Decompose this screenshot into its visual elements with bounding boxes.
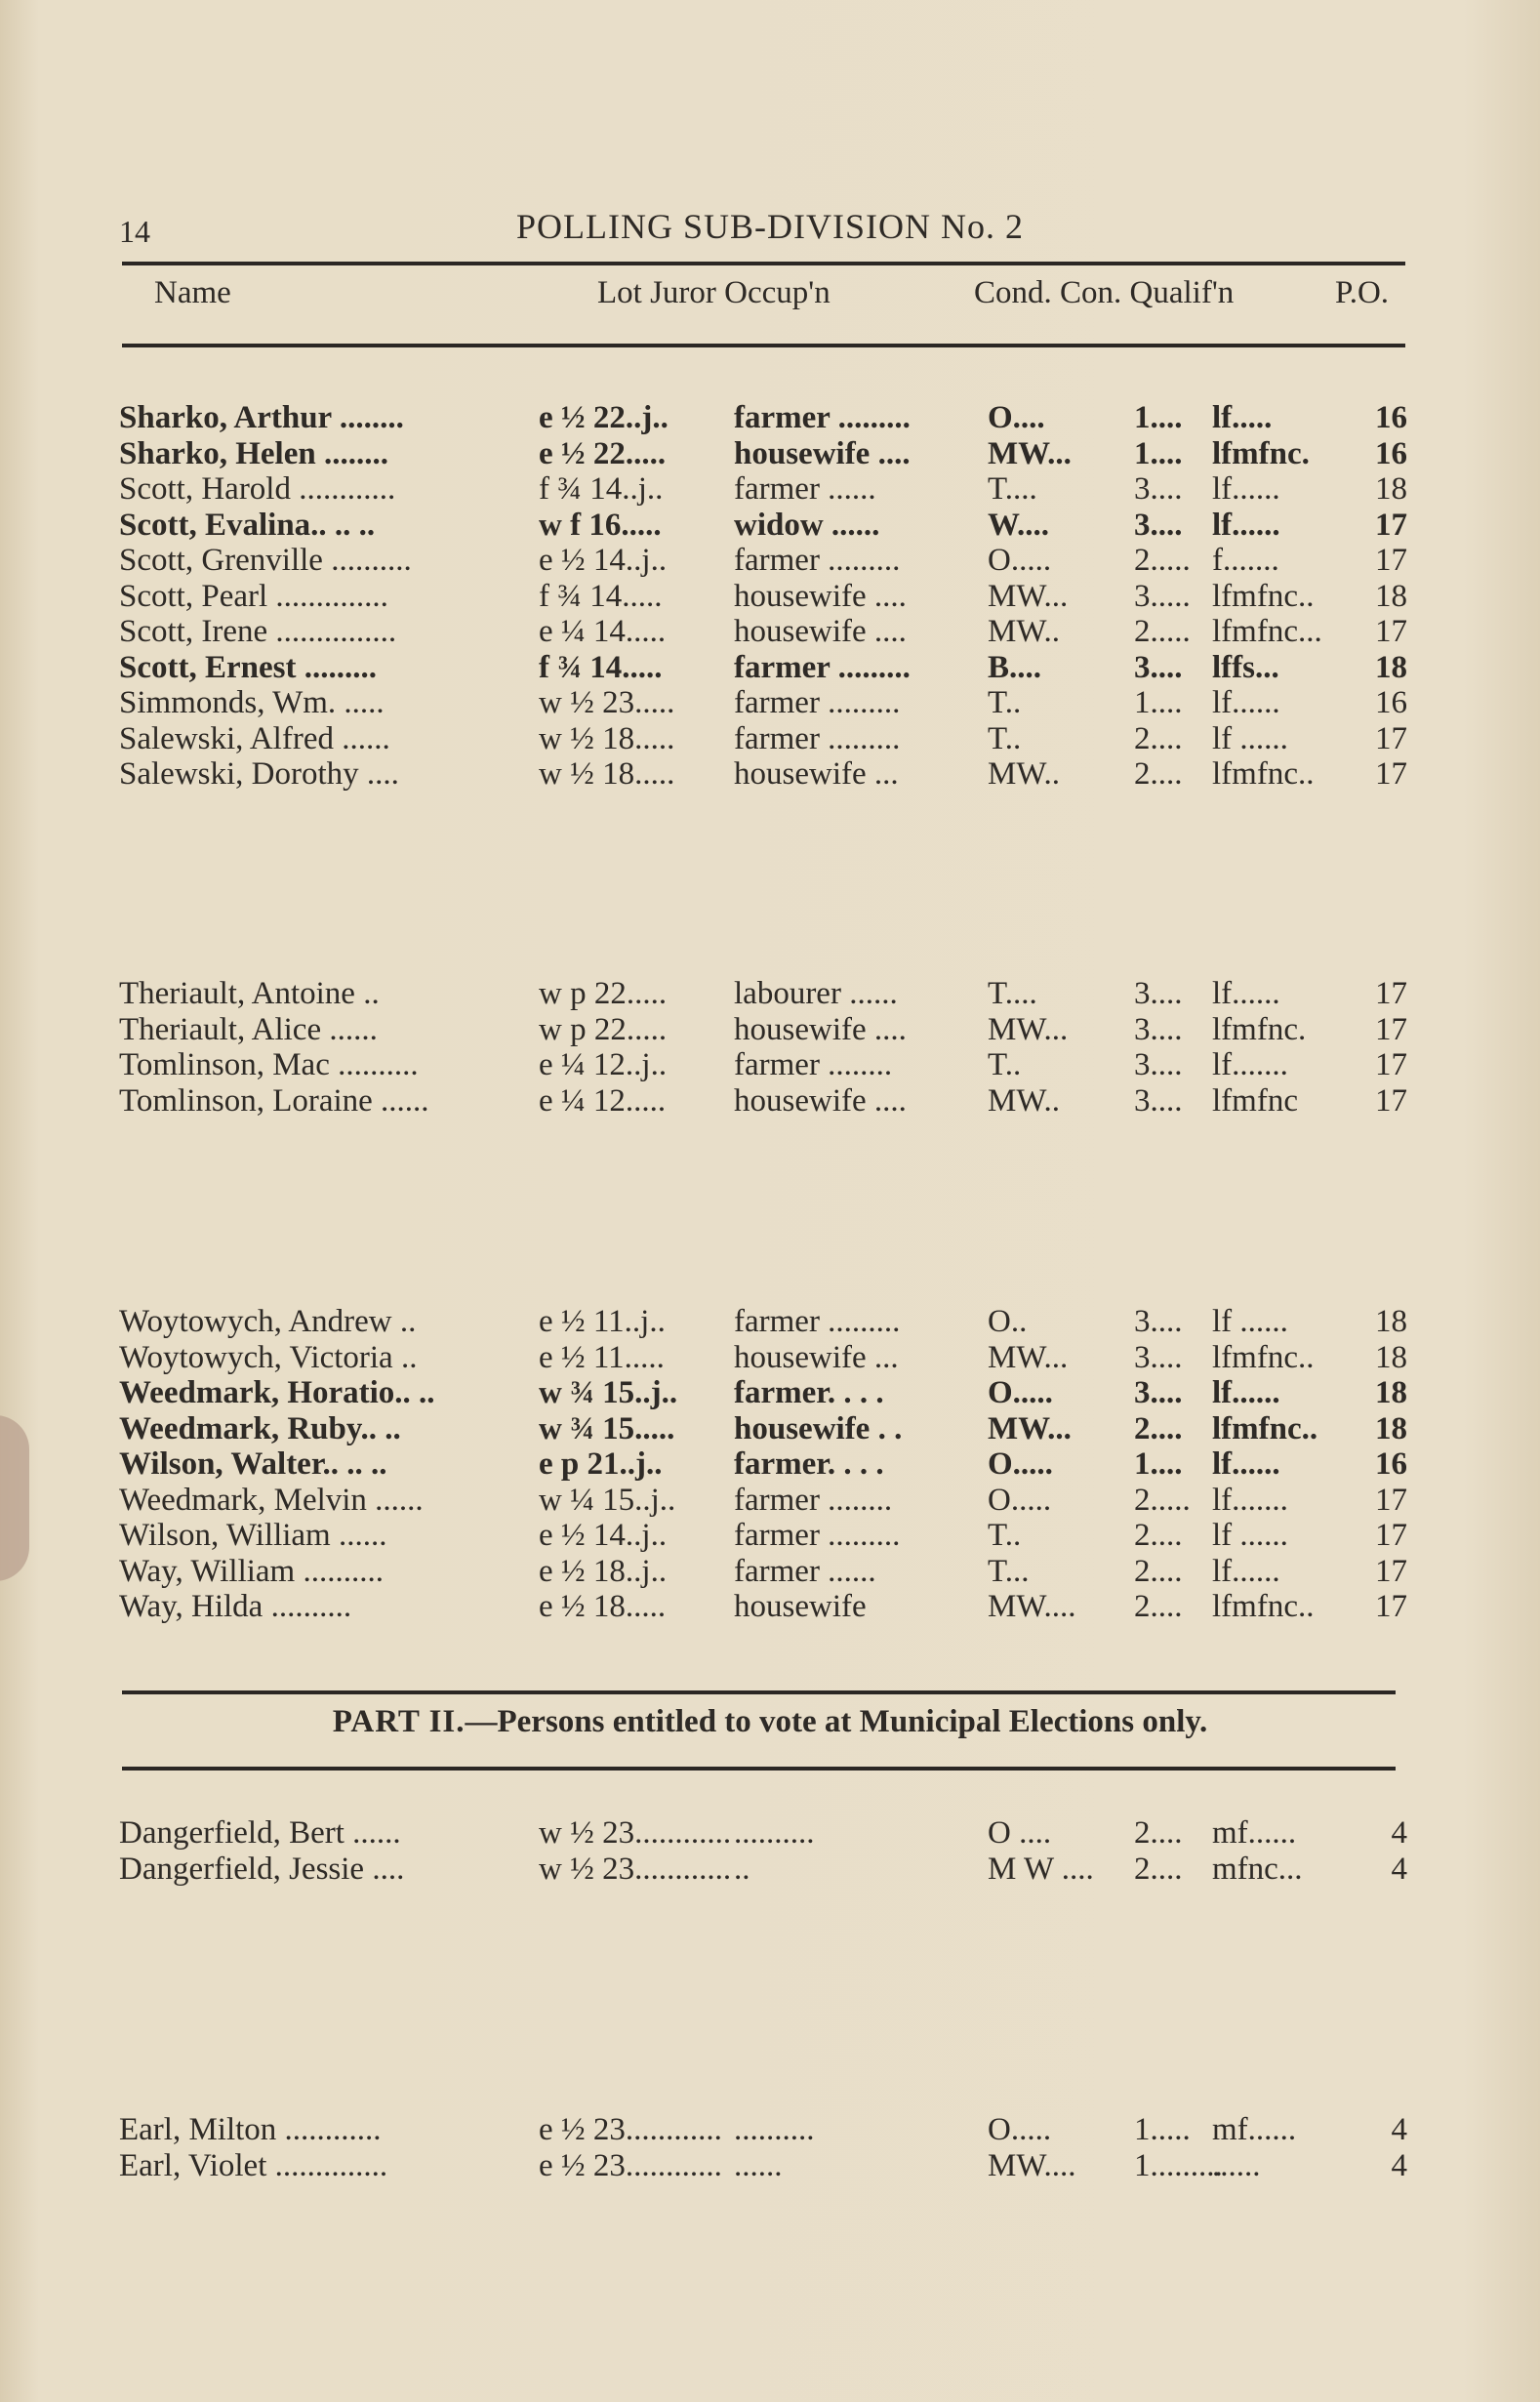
post-office: 17 bbox=[1375, 1082, 1407, 1119]
qualification: lfmfnc. bbox=[1212, 435, 1310, 471]
qualification: mf...... bbox=[1212, 2112, 1297, 2147]
voter-name: Woytowych, Victoria .. bbox=[119, 1339, 418, 1375]
voter-name: Sharko, Helen ........ bbox=[119, 435, 388, 471]
condition: MW.. bbox=[988, 614, 1060, 649]
qualification: lf ...... bbox=[1212, 720, 1288, 756]
occupation: farmer ......... bbox=[734, 1518, 901, 1553]
part2-label: PART II. bbox=[332, 1704, 466, 1739]
table-row bbox=[119, 976, 1407, 1012]
table-row bbox=[119, 1012, 1407, 1048]
concession: 3.... bbox=[1134, 471, 1183, 507]
occupation: ...... bbox=[734, 2147, 783, 2183]
concession: 2.... bbox=[1134, 1553, 1183, 1589]
concession: 2..... bbox=[1134, 543, 1191, 578]
concession: 2.... bbox=[1134, 1815, 1183, 1851]
voter-name: Theriault, Antoine .. bbox=[119, 976, 380, 1011]
municipal-voter-group-1 bbox=[119, 1815, 1407, 1887]
occupation: housewife .... bbox=[734, 1082, 907, 1119]
voter-name: Weedmark, Melvin ...... bbox=[119, 1482, 424, 1518]
condition: T.. bbox=[988, 1047, 1022, 1082]
occupation: farmer ......... bbox=[734, 543, 901, 578]
qualification: f....... bbox=[1212, 543, 1279, 578]
table-row bbox=[119, 1852, 1407, 1888]
table-row bbox=[119, 1446, 1407, 1483]
occupation: farmer ...... bbox=[734, 471, 876, 507]
concession: 1.... bbox=[1134, 435, 1183, 471]
qualification: lf...... bbox=[1212, 471, 1280, 507]
municipal-voter-group-2 bbox=[119, 2112, 1407, 2183]
post-office: 17 bbox=[1375, 1047, 1407, 1082]
post-office: 18 bbox=[1375, 1304, 1407, 1339]
table-row bbox=[119, 1375, 1407, 1411]
occupation: farmer. . . . bbox=[734, 1446, 884, 1482]
table-row bbox=[119, 1304, 1407, 1340]
concession: 2.... bbox=[1134, 1589, 1183, 1624]
qualification: lffs... bbox=[1212, 649, 1279, 685]
post-office: 16 bbox=[1375, 685, 1407, 720]
post-office: 16 bbox=[1375, 435, 1407, 471]
concession: 2..... bbox=[1134, 614, 1191, 649]
concession: 3.... bbox=[1134, 976, 1183, 1011]
qualification: lfmfnc. bbox=[1212, 1011, 1307, 1047]
voter-name: Scott, Grenville .......... bbox=[119, 543, 412, 578]
voter-name: Weedmark, Ruby.. .. bbox=[119, 1410, 401, 1446]
voter-name: Salewski, Dorothy .... bbox=[119, 756, 399, 792]
post-office: 17 bbox=[1375, 614, 1407, 649]
qualification: lf...... bbox=[1212, 685, 1280, 720]
concession: 3.... bbox=[1134, 1047, 1183, 1082]
lot: e ¼ 12..j.. bbox=[539, 1047, 668, 1082]
header-rule-bottom bbox=[122, 344, 1405, 347]
post-office: 18 bbox=[1375, 1339, 1407, 1375]
voter-name: Weedmark, Horatio.. .. bbox=[119, 1375, 435, 1410]
lot: w ½ 23............ bbox=[539, 1851, 732, 1887]
post-office: 17 bbox=[1375, 1589, 1407, 1624]
condition: B.... bbox=[988, 649, 1042, 685]
lot: w p 22..... bbox=[539, 1011, 668, 1047]
table-row bbox=[119, 1589, 1407, 1625]
condition: MW... bbox=[988, 1011, 1069, 1047]
lot: w f 16..... bbox=[539, 507, 662, 543]
post-office: 4 bbox=[1391, 2147, 1407, 2183]
concession: 2..... bbox=[1134, 1482, 1191, 1518]
voter-name: Tomlinson, Loraine ...... bbox=[119, 1082, 429, 1119]
lot: e ½ 22..... bbox=[539, 435, 667, 471]
table-row bbox=[119, 1411, 1407, 1447]
qualification: lf ...... bbox=[1212, 1518, 1288, 1553]
qualification: lf...... bbox=[1212, 976, 1280, 1011]
condition: O .... bbox=[988, 1815, 1052, 1851]
column-header-lot-juror-occup: Lot Juror Occup'n bbox=[597, 275, 831, 310]
table-row bbox=[119, 614, 1407, 650]
condition: MW.... bbox=[988, 2147, 1076, 2183]
voter-name: Way, William .......... bbox=[119, 1553, 384, 1589]
qualification: lfmfnc... bbox=[1212, 614, 1322, 649]
table-row bbox=[119, 508, 1407, 544]
condition: O..... bbox=[988, 2112, 1052, 2147]
qualification: lf..... bbox=[1212, 400, 1273, 435]
condition: T.... bbox=[988, 976, 1037, 1011]
lot: e ¼ 12..... bbox=[539, 1082, 667, 1119]
post-office: 17 bbox=[1375, 543, 1407, 578]
qualification: lf....... bbox=[1212, 1482, 1288, 1518]
table-row bbox=[119, 721, 1407, 757]
voter-name: Simmonds, Wm. ..... bbox=[119, 685, 385, 720]
lot: w ½ 18..... bbox=[539, 756, 675, 792]
lot: e ½ 18..j.. bbox=[539, 1553, 668, 1589]
qualification: lfmfnc.. bbox=[1212, 1589, 1315, 1624]
table-row bbox=[119, 1083, 1407, 1120]
concession: 1.... bbox=[1134, 1446, 1183, 1482]
concession: 1......... bbox=[1134, 2147, 1223, 2183]
occupation: farmer ...... bbox=[734, 1553, 876, 1589]
condition: MW.. bbox=[988, 756, 1060, 792]
lot: w ¼ 15..j.. bbox=[539, 1482, 676, 1518]
condition: O..... bbox=[988, 1446, 1053, 1482]
lot: w ½ 23..... bbox=[539, 685, 675, 720]
voter-name: Scott, Evalina.. .. .. bbox=[119, 507, 376, 543]
occupation: housewife .... bbox=[734, 578, 907, 614]
post-office: 17 bbox=[1375, 1518, 1407, 1553]
qualification: lfmfnc bbox=[1212, 1082, 1298, 1119]
qualification: lf...... bbox=[1212, 507, 1280, 543]
lot: e ½ 14..j.. bbox=[539, 1518, 668, 1553]
condition: MW... bbox=[988, 435, 1072, 471]
post-office: 16 bbox=[1375, 400, 1407, 435]
voter-name: Scott, Ernest ......... bbox=[119, 649, 377, 685]
condition: W.... bbox=[988, 507, 1049, 543]
qualification: lf ...... bbox=[1212, 1304, 1288, 1339]
qualification: lfmfnc.. bbox=[1212, 1339, 1315, 1375]
concession: 3.... bbox=[1134, 1082, 1183, 1119]
post-office: 17 bbox=[1375, 720, 1407, 756]
voter-name: Tomlinson, Mac .......... bbox=[119, 1047, 419, 1082]
condition: O.... bbox=[988, 400, 1045, 435]
condition: M W .... bbox=[988, 1851, 1094, 1887]
qualification: lfmfnc.. bbox=[1212, 1410, 1318, 1446]
table-row bbox=[119, 1815, 1407, 1852]
concession: 2.... bbox=[1134, 756, 1183, 792]
voter-name: Scott, Pearl .............. bbox=[119, 578, 388, 614]
lot: f ¾ 14..... bbox=[539, 578, 663, 614]
part2-text: —Persons entitled to vote at Municipal Elections only. bbox=[465, 1704, 1208, 1739]
lot: e p 21..j.. bbox=[539, 1446, 663, 1482]
voter-name: Way, Hilda .......... bbox=[119, 1589, 352, 1624]
voter-name: Wilson, William ...... bbox=[119, 1518, 387, 1553]
table-row bbox=[119, 1518, 1407, 1554]
voter-name: Scott, Irene ............... bbox=[119, 614, 397, 649]
lot: f ¾ 14..... bbox=[539, 649, 663, 685]
lot: e ½ 23............ bbox=[539, 2112, 722, 2147]
qualification: mf...... bbox=[1212, 1815, 1297, 1851]
occupation: widow ...... bbox=[734, 507, 880, 543]
post-office: 17 bbox=[1375, 756, 1407, 792]
voter-name: Salewski, Alfred ...... bbox=[119, 720, 390, 756]
post-office: 17 bbox=[1375, 1011, 1407, 1047]
part2-rule-bottom bbox=[122, 1767, 1396, 1771]
condition: T.... bbox=[988, 471, 1037, 507]
thumb-shadow bbox=[0, 1415, 29, 1581]
lot: e ½ 18..... bbox=[539, 1589, 667, 1624]
voter-name: Earl, Milton ............ bbox=[119, 2112, 382, 2147]
qualification: lf...... bbox=[1212, 1375, 1280, 1410]
table-row bbox=[119, 579, 1407, 615]
occupation: farmer ........ bbox=[734, 1482, 893, 1518]
lot: e ½ 11..j.. bbox=[539, 1304, 666, 1339]
qualification: lf...... bbox=[1212, 1553, 1280, 1589]
concession: 3.... bbox=[1134, 649, 1183, 685]
lot: w ¾ 15..j.. bbox=[539, 1375, 678, 1410]
lot: e ½ 23............ bbox=[539, 2147, 722, 2183]
post-office: 17 bbox=[1375, 507, 1407, 543]
occupation: labourer ...... bbox=[734, 976, 898, 1011]
qualification: ...... bbox=[1212, 2147, 1261, 2183]
post-office: 4 bbox=[1391, 1851, 1407, 1887]
condition: O..... bbox=[988, 543, 1052, 578]
qualification: lfmfnc.. bbox=[1212, 756, 1315, 792]
qualification: lf....... bbox=[1212, 1047, 1288, 1082]
table-row bbox=[119, 756, 1407, 793]
post-office: 17 bbox=[1375, 976, 1407, 1011]
page-number: 14 bbox=[119, 214, 150, 249]
lot: f ¾ 14..j.. bbox=[539, 471, 664, 507]
post-office: 18 bbox=[1375, 471, 1407, 507]
table-row bbox=[119, 1340, 1407, 1376]
condition: MW... bbox=[988, 1339, 1069, 1375]
voter-name: Dangerfield, Jessie .... bbox=[119, 1851, 405, 1887]
occupation: housewife bbox=[734, 1589, 867, 1624]
table-row bbox=[119, 471, 1407, 508]
occupation: farmer ......... bbox=[734, 400, 911, 435]
table-row bbox=[119, 400, 1407, 436]
table-row bbox=[119, 650, 1407, 686]
page-header bbox=[0, 200, 1540, 259]
part2-heading bbox=[0, 1704, 1540, 1740]
lot: e ¼ 14..... bbox=[539, 614, 667, 649]
lot: e ½ 11..... bbox=[539, 1339, 665, 1375]
table-row bbox=[119, 436, 1407, 472]
condition: MW.. bbox=[988, 1082, 1060, 1119]
table-row bbox=[119, 2148, 1407, 2184]
occupation: housewife . . bbox=[734, 1410, 903, 1446]
condition: T.. bbox=[988, 720, 1022, 756]
concession: 2.... bbox=[1134, 1410, 1183, 1446]
condition: O..... bbox=[988, 1482, 1052, 1518]
voter-name: Wilson, Walter.. .. .. bbox=[119, 1446, 387, 1482]
condition: MW... bbox=[988, 578, 1069, 614]
concession: 3.... bbox=[1134, 1304, 1183, 1339]
voter-name: Theriault, Alice ...... bbox=[119, 1011, 378, 1047]
voter-group-1 bbox=[119, 400, 1407, 793]
concession: 3.... bbox=[1134, 1375, 1183, 1410]
occupation: housewife ... bbox=[734, 756, 899, 792]
column-header-cond-con-qualif: Cond. Con. Qualif'n bbox=[974, 275, 1235, 310]
condition: T.. bbox=[988, 685, 1022, 720]
occupation: farmer. . . . bbox=[734, 1375, 884, 1410]
post-office: 17 bbox=[1375, 1482, 1407, 1518]
post-office: 18 bbox=[1375, 1375, 1407, 1410]
concession: 3.... bbox=[1134, 1011, 1183, 1047]
qualification: lf...... bbox=[1212, 1446, 1280, 1482]
voter-group-3 bbox=[119, 1304, 1407, 1625]
occupation: housewife ... bbox=[734, 1339, 899, 1375]
occupation: farmer ......... bbox=[734, 685, 901, 720]
condition: MW.... bbox=[988, 1589, 1076, 1624]
occupation: housewife .... bbox=[734, 1011, 907, 1047]
occupation: .......... bbox=[734, 2112, 815, 2147]
occupation: farmer ........ bbox=[734, 1047, 893, 1082]
occupation: .. bbox=[734, 1851, 750, 1887]
post-office: 16 bbox=[1375, 1446, 1407, 1482]
column-header-name: Name bbox=[154, 275, 231, 310]
occupation: housewife .... bbox=[734, 435, 911, 471]
concession: 1.... bbox=[1134, 685, 1183, 720]
condition: MW... bbox=[988, 1410, 1072, 1446]
occupation: farmer ......... bbox=[734, 720, 901, 756]
lot: e ½ 14..j.. bbox=[539, 543, 668, 578]
voter-name: Earl, Violet .............. bbox=[119, 2147, 388, 2183]
lot: w ½ 18..... bbox=[539, 720, 675, 756]
post-office: 4 bbox=[1391, 1815, 1407, 1851]
concession: 2.... bbox=[1134, 1518, 1183, 1553]
post-office: 18 bbox=[1375, 649, 1407, 685]
lot: e ½ 22..j.. bbox=[539, 400, 669, 435]
concession: 2.... bbox=[1134, 1851, 1183, 1887]
condition: O.. bbox=[988, 1304, 1028, 1339]
header-rule-top bbox=[122, 262, 1405, 265]
voter-name: Dangerfield, Bert ...... bbox=[119, 1815, 401, 1851]
table-row bbox=[119, 1483, 1407, 1519]
table-row bbox=[119, 543, 1407, 579]
occupation: farmer ......... bbox=[734, 1304, 901, 1339]
qualification: mfnc... bbox=[1212, 1851, 1303, 1887]
table-row bbox=[119, 2112, 1407, 2148]
voter-name: Scott, Harold ............ bbox=[119, 471, 396, 507]
lot: w p 22..... bbox=[539, 976, 668, 1011]
column-header-po: P.O. bbox=[1335, 275, 1390, 310]
occupation: .......... bbox=[734, 1815, 815, 1851]
page-title: POLLING SUB-DIVISION No. 2 bbox=[516, 207, 1024, 246]
voter-name: Woytowych, Andrew .. bbox=[119, 1304, 417, 1339]
concession: 2.... bbox=[1134, 720, 1183, 756]
concession: 1.... bbox=[1134, 400, 1183, 435]
voter-group-2 bbox=[119, 976, 1407, 1119]
post-office: 18 bbox=[1375, 578, 1407, 614]
occupation: housewife .... bbox=[734, 614, 907, 649]
concession: 1..... bbox=[1134, 2112, 1191, 2147]
table-row bbox=[119, 1554, 1407, 1590]
qualification: lfmfnc.. bbox=[1212, 578, 1315, 614]
lot: w ½ 23............ bbox=[539, 1815, 732, 1851]
table-row bbox=[119, 1047, 1407, 1083]
post-office: 18 bbox=[1375, 1410, 1407, 1446]
occupation: farmer ......... bbox=[734, 649, 911, 685]
condition: T... bbox=[988, 1553, 1030, 1589]
voter-name: Sharko, Arthur ........ bbox=[119, 400, 404, 435]
concession: 3.... bbox=[1134, 1339, 1183, 1375]
lot: w ¾ 15..... bbox=[539, 1410, 675, 1446]
condition: O..... bbox=[988, 1375, 1053, 1410]
part2-rule-top bbox=[122, 1690, 1396, 1694]
post-office: 4 bbox=[1391, 2112, 1407, 2147]
concession: 3..... bbox=[1134, 578, 1191, 614]
post-office: 17 bbox=[1375, 1553, 1407, 1589]
concession: 3.... bbox=[1134, 507, 1183, 543]
condition: T.. bbox=[988, 1518, 1022, 1553]
table-row bbox=[119, 685, 1407, 721]
